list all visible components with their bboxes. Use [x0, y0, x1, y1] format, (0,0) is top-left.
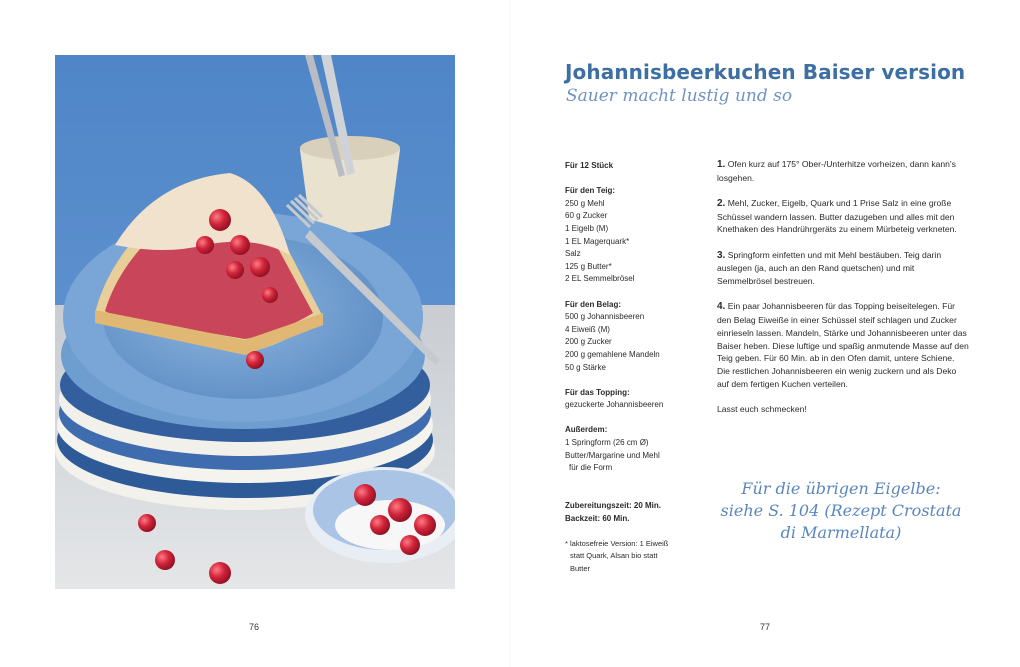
step-text: Ein paar Johannisbeeren für das Topping beiseitelegen. Für den Belag Eiweiße in einer Schüssel steif schlagen und Zucker einrieseln lassen. Mandeln, Stärke und Johannisbeeren unter das Baiser heben. Diese luftige und spaßig anmutende Masse auf den Teig geben. Für 60 Min. ab in den Ofen damit, untere Schiene. Die restlichen Johannisbeeren ein wenig zuckern und als Deko auf dem fertigen Kuchen verteilen.: [717, 301, 969, 389]
step-paragraph: [717, 249, 969, 288]
ingredient-item: 1 Eigelb (M): [565, 223, 609, 233]
ingredient-spacer: [565, 487, 690, 500]
ingredient-item: für die Form: [569, 463, 613, 473]
ingredient-item: 250 g Mehl: [565, 198, 605, 208]
step-number: 3.: [717, 249, 726, 261]
ingredient-heading: Zubereitungszeit: 20 Min.: [565, 501, 662, 511]
handwritten-note-line: siehe S. 104 (Rezept Crostata: [720, 501, 962, 520]
step-text: Lasst euch schmecken!: [717, 403, 807, 414]
handwritten-note: [710, 478, 972, 544]
ingredient-list: [565, 160, 690, 576]
ingredient-spacer: [565, 475, 690, 488]
step-paragraph: [717, 197, 969, 236]
ingredient-heading: Für den Teig:: [565, 186, 616, 196]
ingredient-heading: Backzeit: 60 Min.: [565, 513, 630, 523]
step-number: 1.: [717, 159, 726, 170]
step-paragraph: [717, 300, 969, 390]
step-number: 2.: [717, 198, 726, 209]
ingredient-item: 1 EL Magerquark*: [565, 236, 630, 246]
page-number-right: 77: [760, 622, 771, 632]
ingredient-item: 200 g Zucker: [565, 337, 612, 347]
ingredient-spacer: [565, 374, 690, 387]
ingredient-item: Salz: [565, 249, 581, 259]
ingredient-spacer: [565, 286, 690, 299]
ingredient-spacer: [565, 173, 690, 186]
cake-photo: [55, 55, 455, 589]
ingredient-item: 60 g Zucker: [565, 211, 608, 221]
ingredient-spacer: [565, 525, 690, 538]
step-number: 4.: [717, 301, 726, 313]
footnote-line: statt Quark, Alsan bio statt: [570, 551, 658, 561]
ingredient-item: 1 Springform (26 cm Ø): [565, 438, 649, 448]
ingredient-item: gezuckerte Johannisbeeren: [565, 400, 664, 410]
step-text: Mehl, Zucker, Eigelb, Quark und 1 Prise Salz in eine große Schüssel wandern lassen. Butter dazugeben und alles mit den Knethaken des Handrührgeräts zu einem Mürbeteig verkneten.: [717, 198, 957, 235]
ingredient-spacer: [565, 412, 690, 425]
footnote-line: Butter: [570, 564, 591, 573]
handwritten-note-line: Für die übrigen Eigelbe:: [741, 479, 941, 498]
recipe-subtitle: Sauer macht lustig und so: [566, 86, 793, 106]
ingredient-item: 2 EL Semmelbrösel: [565, 274, 635, 284]
footnote-line: * laktosefreie Version: 1 Eiweiß: [565, 538, 669, 548]
step-text: Ofen kurz auf 175° Ober-/Unterhitze vorheizen, dann kann's losgehen.: [717, 159, 956, 183]
ingredient-item: 500 g Johannisbeeren: [565, 312, 645, 322]
book-gutter: [509, 0, 511, 667]
ingredient-heading: Außerdem:: [565, 425, 608, 435]
ingredient-heading: Für das Topping:: [565, 387, 630, 397]
ingredient-heading: Für 12 Stück: [565, 161, 614, 170]
recipe-title: Johannisbeerkuchen Baiser version: [565, 60, 966, 84]
ingredient-item: 4 Eiweiß (M): [565, 324, 610, 334]
ingredient-item: 200 g gemahlene Mandeln: [565, 349, 660, 359]
step-text: Springform einfetten und mit Mehl bestäuben. Teig darin auslegen (ja, auch an den Rand quetschen) und mit Semmelbrösel bestreuen.: [717, 249, 942, 287]
ingredient-item: Butter/Margarine und Mehl: [565, 450, 660, 460]
ingredient-item: 50 g Stärke: [565, 362, 606, 372]
ingredient-heading: Für den Belag:: [565, 299, 622, 309]
instruction-steps: [717, 158, 969, 428]
step-paragraph: [717, 158, 969, 184]
handwritten-note-line: di Marmellata): [780, 523, 902, 542]
ingredient-item: 125 g Butter*: [565, 261, 612, 271]
step-paragraph: [717, 403, 969, 416]
page-number-left: 76: [249, 622, 260, 632]
